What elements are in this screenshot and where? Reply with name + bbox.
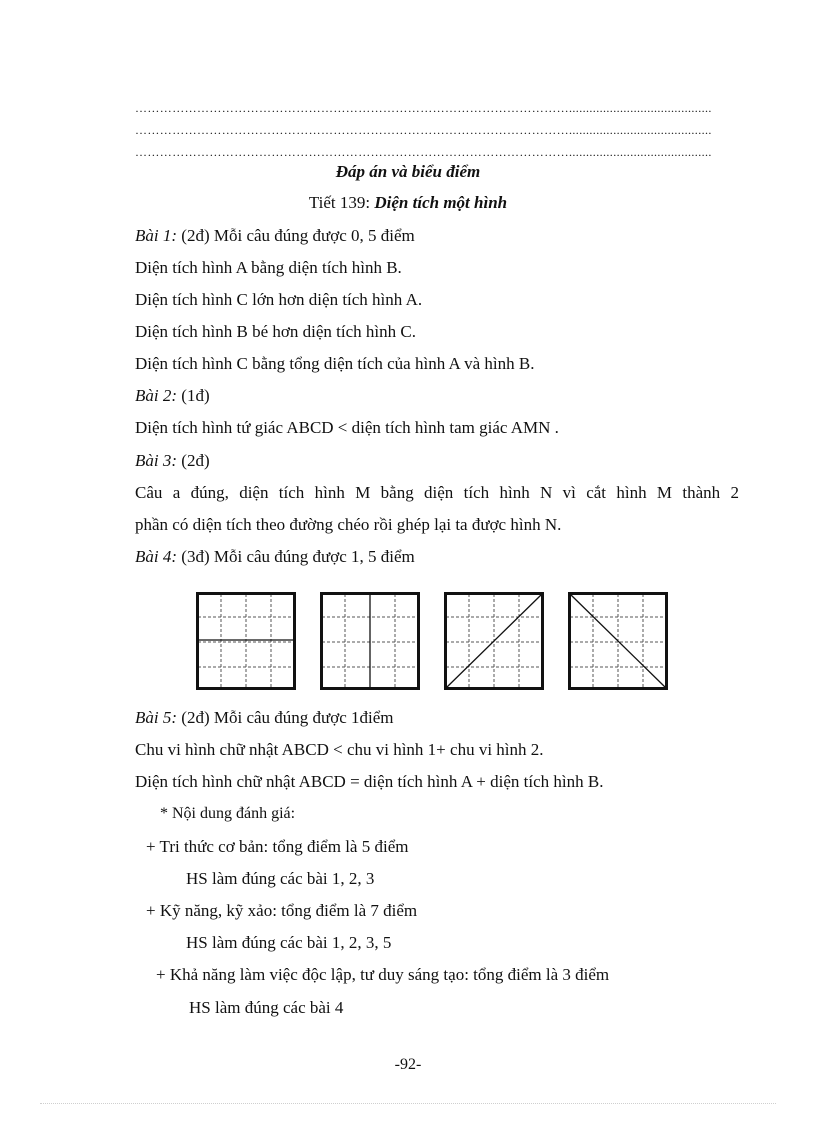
bai2-header (135, 385, 745, 407)
bai4-header (135, 546, 745, 568)
evaluation-criterion: + Tri thức cơ bản: tổng điểm là 5 điểm (146, 837, 409, 856)
bai2-label: Bài 2: (135, 386, 178, 405)
lesson-title: Diện tích một hình (374, 193, 508, 212)
dotted-answer-line: …………………………………………………………………………………………….......................................... (135, 145, 712, 159)
bai1-answer: Diện tích hình A bằng diện tích hình B. (135, 258, 402, 277)
bai4-text: (3đ) Mỗi câu đúng được 1, 5 điểm (181, 547, 415, 566)
evaluation-criterion: + Khả năng làm việc độc lập, tư duy sáng tạo: tổng điểm là 3 điểm (156, 965, 610, 984)
bai1-label: Bài 1: (135, 226, 178, 245)
bai2-text: (1đ) (181, 386, 210, 405)
lesson-prefix: Tiết 139: (308, 193, 371, 212)
lesson-title-line (0, 192, 816, 214)
footer-divider (40, 1103, 776, 1104)
evaluation-title: * Nội dung đánh giá: (160, 805, 296, 822)
bai5-text: (2đ) Mỗi câu đúng được 1điểm (181, 708, 394, 727)
bai5-answer: Diện tích hình chữ nhật ABCD = diện tích hình A + diện tích hình B. (135, 772, 604, 791)
grid-figure-horizontal-split (197, 594, 295, 689)
bai4-label: Bài 4: (135, 547, 178, 566)
page-number: -92- (394, 1056, 422, 1073)
dotted-answer-line: …………………………………………………………………………………………….......................................... (135, 123, 712, 137)
bai4-figures (196, 592, 671, 690)
evaluation-detail: HS làm đúng các bài 1, 2, 3, 5 (186, 933, 392, 952)
bai3-label: Bài 3: (135, 451, 178, 470)
dotted-answer-line: …………………………………………………………………………………………….......................................... (135, 101, 712, 115)
bai1-answer: Diện tích hình C bằng tổng diện tích của hình A và hình B. (135, 354, 535, 373)
bai1-answer: Diện tích hình B bé hơn diện tích hình C. (135, 322, 416, 341)
evaluation-detail: HS làm đúng các bài 4 (189, 998, 344, 1017)
bai4-figures-svg (196, 592, 671, 690)
grid-figure-vertical-split (322, 593, 419, 689)
bai3-header (135, 450, 745, 472)
evaluation-criterion: + Kỹ năng, kỹ xảo: tổng điểm là 7 điểm (146, 901, 418, 920)
bai3-text: (2đ) (181, 451, 210, 470)
bai5-label: Bài 5: (135, 708, 178, 727)
bai3-answer-line-2: phần có diện tích theo đường chéo rồi ghép lại ta được hình N. (135, 515, 562, 534)
bai3-answer-line-1: Câu a đúng, diện tích hình M bằng diện tích hình N vì cắt hình M thành 2 (135, 483, 739, 502)
bai1-text: (2đ) Mỗi câu đúng được 0, 5 điểm (181, 226, 415, 245)
bai5-header (135, 707, 745, 729)
bai2-answer: Diện tích hình tứ giác ABCD < diện tích hình tam giác AMN . (135, 418, 559, 437)
grid-figure-diagonal-rising (446, 594, 543, 689)
evaluation-detail: HS làm đúng các bài 1, 2, 3 (186, 869, 375, 888)
page-heading: Đáp án và biểu điểm (335, 162, 481, 181)
bai1-header (135, 225, 745, 247)
bai1-answer: Diện tích hình C lớn hơn diện tích hình A. (135, 290, 423, 309)
bai5-answer: Chu vi hình chữ nhật ABCD < chu vi hình 1+ chu vi hình 2. (135, 740, 544, 759)
grid-figure-diagonal-falling (570, 594, 667, 689)
